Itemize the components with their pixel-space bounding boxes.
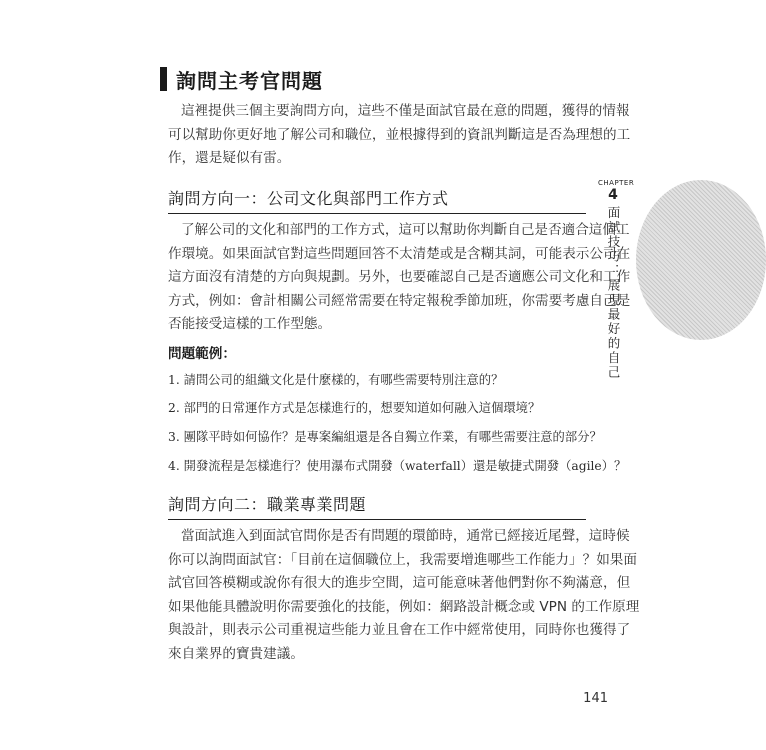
example-item: 3. 團隊平時如何協作？是專案編組還是各自獨立作業，有哪些需要注意的部分？ [168, 430, 602, 444]
main-heading [160, 66, 323, 92]
section2-line: 當面試進入到面試官問你是否有問題的環節時，通常已經接近尾聲，這時候 [181, 528, 630, 544]
section2-line: 與設計，則表示公司重視這些能力並且會在工作中經常使用，同時你也獲得了 [168, 622, 631, 638]
page-title: 詢問主考官問題 [176, 68, 323, 93]
intro-line: 作，還是疑似有雷。 [168, 150, 291, 166]
page-number: 141 [583, 691, 608, 706]
section2-line: 來自業界的寶貴建議。 [168, 645, 304, 662]
section1-line: 這方面沒有清楚的方向與規劃。另外，也要確認自己是否適應公司文化和工作 [168, 269, 631, 285]
example-item: 2. 部門的日常運作方式是怎樣進行的，想要知道如何融入這個環境？ [168, 401, 541, 415]
section1-line: 作環境。如果面試官對這些問題回答不太清楚或是含糊其詞，可能表示公司在 [168, 245, 631, 262]
section-heading-2 [168, 492, 586, 520]
example-item: 4. 開發流程是怎樣進行？使用瀑布式開發（waterfall）還是敏捷式開發（agile）？ [168, 459, 627, 473]
chapter-title: 面試技巧：展現最好的自己 [606, 206, 621, 380]
section2-line: 試官回答模糊或說你有很大的進步空間，這可能意味著他們對你不夠滿意，但 [168, 575, 631, 591]
section-heading-1 [168, 186, 586, 214]
intro-paragraph [168, 100, 631, 171]
examples-title: 問題範例： [168, 346, 236, 362]
section1-line: 了解公司的文化和部門的工作方式，這可以幫助你判斷自己是否適合這個工 [181, 222, 630, 238]
intro-line: 可以幫助你更好地了解公司和職位，並根據得到的資訊判斷這是否為理想的工 [168, 126, 631, 143]
section2-line: 你可以詢問面試官：「目前在這個職位上，我需要增進哪些工作能力」？如果面 [168, 551, 637, 568]
section1-line: 否能接受這樣的工作型態。 [168, 316, 332, 332]
chapter-number: 4 [608, 187, 618, 203]
section1-line: 方式，例如：會計相關公司經常需要在特定報稅季節加班，你需要考慮自己是 [168, 292, 631, 309]
section-title: 詢問方向二：職業專業問題 [168, 492, 586, 520]
chapter-tab-decoration [636, 180, 766, 340]
section-title: 詢問方向一：公司文化與部門工作方式 [168, 186, 586, 214]
intro-line: 這裡提供三個主要詢問方向，這些不僅是面試官最在意的問題，獲得的情報 [181, 103, 630, 119]
example-item: 1. 請問公司的組織文化是什麼樣的，有哪些需要特別注意的？ [168, 373, 504, 387]
chapter-label: CHAPTER [598, 179, 635, 187]
heading-bar-marker [160, 67, 167, 91]
section2-paragraph [168, 525, 640, 666]
section2-line: 如果他能具體說明你需要強化的技能，例如：網路設計概念或 VPN 的工作原理 [168, 598, 640, 615]
